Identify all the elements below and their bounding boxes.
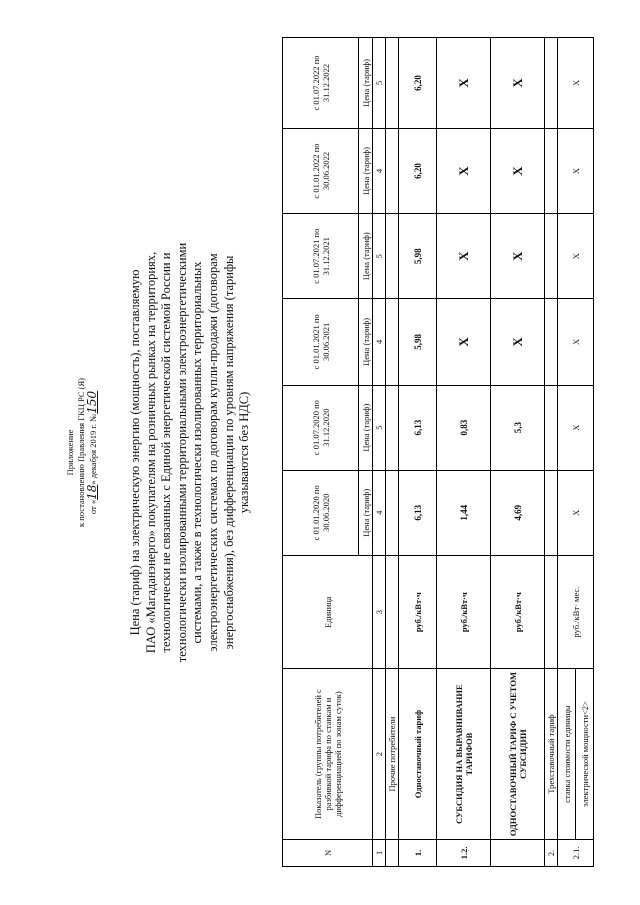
row-n: 1.2. (437, 839, 491, 866)
row-21-name: ставка стоимости единицы (558, 669, 576, 839)
header-period: с 01.07.2021 по 31.12.2021 (283, 214, 359, 299)
row-value: 0,83 (437, 385, 491, 470)
row-21-value: Х (558, 38, 594, 129)
header-price: Цена (тариф) (359, 385, 373, 470)
row-21-value: Х (558, 299, 594, 385)
row-value: 6,20 (399, 128, 437, 213)
header-period: с 01.01.2021 по 30.06.2021 (283, 299, 359, 385)
appendix-line-2: к постановлению Правления ГКЦ РС (Я) (76, 378, 86, 527)
row-n (491, 839, 545, 866)
row-value: 1,44 (437, 470, 491, 555)
header-period: с 01.07.2022 по 31.12.2022 (283, 38, 359, 129)
appendix-line-3 (87, 0, 99, 905)
header-period: с 01.01.2020 по 30.06.2020 (283, 470, 359, 555)
section-row (545, 38, 558, 867)
title-line: технологически не связанных с Единой энергетической системой России и (159, 252, 174, 653)
header-period: с 01.07.2020 по 31.12.2020 (283, 385, 359, 470)
col-number: 4 (373, 299, 386, 385)
appendix-day: 18 (85, 484, 99, 500)
table-row (437, 38, 491, 867)
table-row (558, 38, 576, 867)
row-value: Х (491, 299, 545, 385)
row-unit: руб./кВт·ч (491, 555, 545, 669)
row-value: 6,13 (399, 470, 437, 555)
appendix-date-prefix: от « (88, 499, 98, 515)
title-line: указываются без НДС) (237, 391, 252, 514)
appendix-number: 150 (85, 390, 99, 414)
tariff-table (282, 37, 594, 867)
header-price: Цена (тариф) (359, 470, 373, 555)
row-value: Х (491, 214, 545, 299)
row-value: 5,98 (399, 299, 437, 385)
row-unit: руб./кВт·ч (437, 555, 491, 669)
section-2-name: Трехставочный тариф (545, 669, 558, 839)
header-price: Цена (тариф) (359, 128, 373, 213)
header-row (283, 38, 359, 867)
row-21-name-2: электрической мощности<2> (576, 669, 594, 839)
row-unit: руб./кВт·ч (399, 555, 437, 669)
row-value: Х (437, 128, 491, 213)
col-number: 4 (373, 470, 386, 555)
header-n: N (283, 839, 373, 866)
table-row (491, 38, 545, 867)
title-line: электроэнергетических системах по договорам купли-продажи (договорам (205, 253, 220, 652)
header-price: Цена (тариф) (359, 38, 373, 129)
title-line: Цена (тариф) на электрическую энергию (мощность), поставляемую (128, 269, 142, 636)
col-number: 4 (373, 128, 386, 213)
row-value: 6,20 (399, 38, 437, 129)
section-row (386, 38, 399, 867)
row-value: Х (491, 38, 545, 129)
table-row (399, 38, 437, 867)
row-21-value: Х (558, 214, 594, 299)
row-name: СУБСИДИЯ НА ВЫРАВНИВАНИЕ ТАРИФОВ (437, 669, 491, 839)
col-number: 5 (373, 214, 386, 299)
header-price: Цена (тариф) (359, 299, 373, 385)
title-line: ПАО «Магаданэнерго» покупателям на розничных рынках на территориях, (143, 251, 158, 654)
row-21-n: 2.1. (558, 839, 594, 866)
title-line: системами, а также в технологически изолированных территориальных (190, 261, 205, 644)
row-value: Х (491, 128, 545, 213)
column-number-row (373, 38, 386, 867)
row-value: Х (437, 299, 491, 385)
appendix-line-1: Приложение (65, 429, 75, 476)
row-21-value: Х (558, 128, 594, 213)
row-n: 1. (399, 839, 437, 866)
col-number: 3 (373, 555, 386, 669)
appendix-note (65, 0, 99, 905)
row-21-value: Х (558, 470, 594, 555)
header-indicator: Показатель (группы потребителей с разбивкой тарифа по ставкам и дифференциацией по зонам суток) (283, 669, 373, 839)
title-line: энергоснабжения), без дифференциации по уровням напряжения (тарифы (221, 255, 236, 650)
col-number: 5 (373, 38, 386, 129)
col-number: 5 (373, 385, 386, 470)
title-line: технологически изолированными территориальными электроэнергетическими (174, 242, 189, 663)
document-title (128, 0, 253, 905)
section-other-consumers: Прочие потребители (386, 669, 399, 839)
col-number: 1 (373, 839, 386, 866)
appendix-date-middle: » декабря 2019 г. № (88, 413, 98, 485)
row-value: Х (437, 38, 491, 129)
row-value: 5,98 (399, 214, 437, 299)
row-value: Х (437, 214, 491, 299)
row-21-unit: руб./кВт· мес. (558, 555, 594, 669)
header-unit: Единица (283, 555, 373, 669)
row-value: 5,3 (491, 385, 545, 470)
col-number: 2 (373, 669, 386, 839)
row-name: ОДНОСТАВОЧНЫЙ ТАРИФ С УЧЕТОМ СУБСИДИИ (491, 669, 545, 839)
row-value: 4,69 (491, 470, 545, 555)
header-price: Цена (тариф) (359, 214, 373, 299)
header-period: с 01.01.2022 по 30.06.2022 (283, 128, 359, 213)
row-value: 6,13 (399, 385, 437, 470)
section-2-n: 2. (545, 839, 558, 866)
row-21-value: Х (558, 385, 594, 470)
row-name: Одноставочный тариф (399, 669, 437, 839)
